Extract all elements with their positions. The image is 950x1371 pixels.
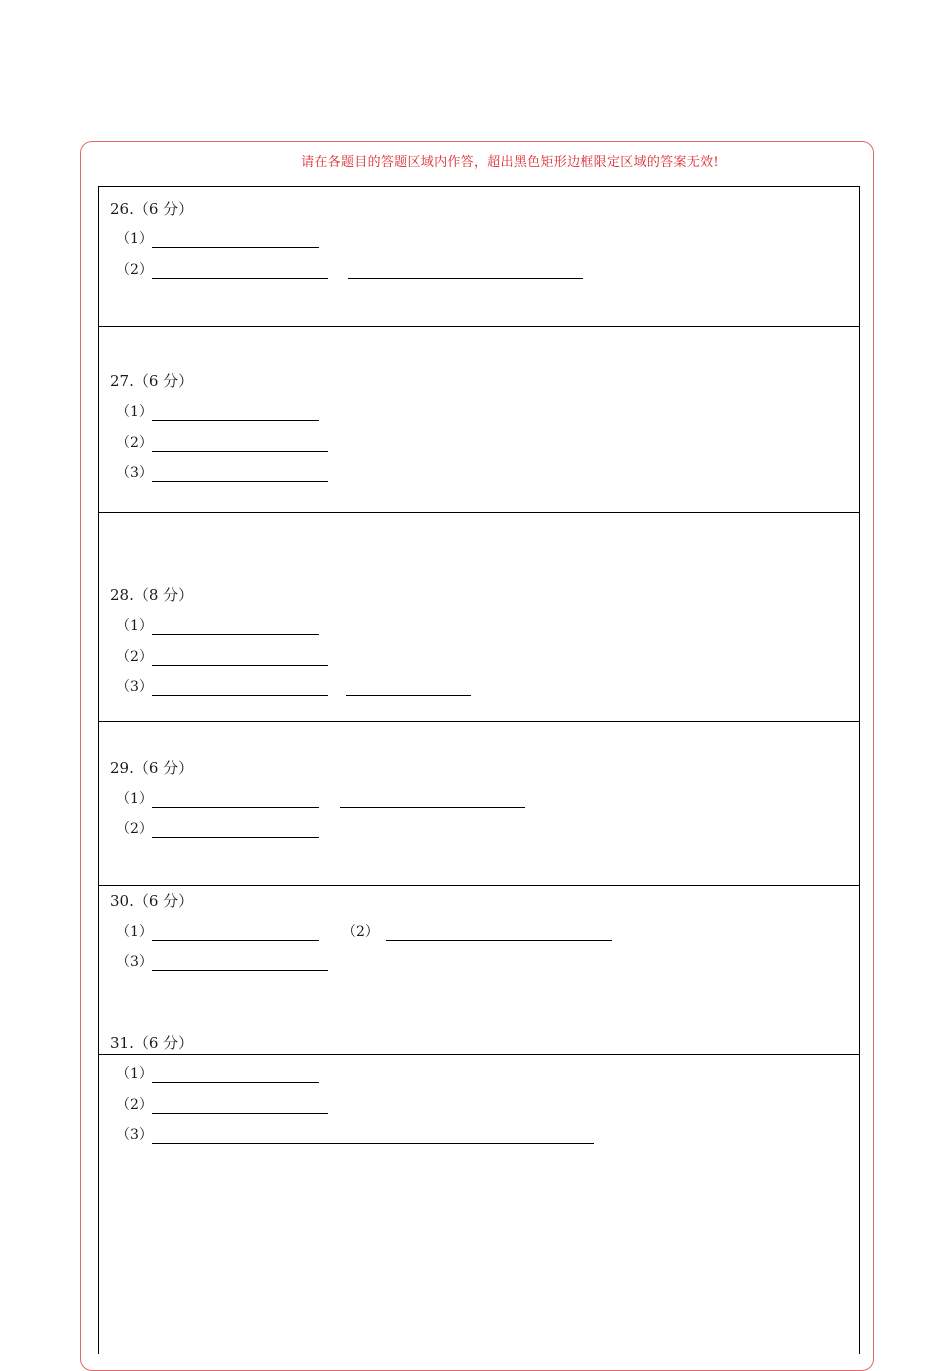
q31-label-3: （3）	[116, 1127, 153, 1143]
q29-blank-2[interactable]	[152, 820, 319, 838]
q27-label-3: （3）	[116, 465, 153, 481]
answer-area-notice: 请在各题目的答题区域内作答，超出黑色矩形边框限定区域的答案无效!	[301, 155, 719, 170]
q31-blank-2[interactable]	[152, 1096, 328, 1114]
q30-blank-3[interactable]	[152, 953, 328, 971]
q27-blank-1[interactable]	[152, 403, 319, 421]
q28-blank-3b[interactable]	[346, 678, 471, 696]
question-28-title: 28.（8 分）	[110, 586, 194, 604]
q27-label-2: （2）	[116, 435, 153, 451]
q30-label-3: （3）	[116, 954, 153, 970]
q30-label-1: （1）	[116, 924, 153, 940]
q29-blank-1b[interactable]	[340, 790, 525, 808]
q28-label-1: （1）	[116, 618, 153, 634]
question-30-title: 30.（6 分）	[110, 892, 194, 910]
q31-label-2: （2）	[116, 1097, 153, 1113]
q28-label-2: （2）	[116, 649, 153, 665]
q26-label-1: （1）	[116, 231, 153, 247]
q26-label-2: （2）	[116, 262, 153, 278]
q27-label-1: （1）	[116, 404, 153, 420]
q29-label-2: （2）	[116, 821, 153, 837]
question-29-title: 29.（6 分）	[110, 759, 194, 777]
q30-blank-1[interactable]	[152, 923, 319, 941]
q31-label-1: （1）	[116, 1066, 153, 1082]
q28-label-3: （3）	[116, 679, 153, 695]
question-31-title: 31.（6 分）	[110, 1034, 194, 1052]
q28-blank-2[interactable]	[152, 648, 328, 666]
question-26-title: 26.（6 分）	[110, 200, 194, 218]
q31-blank-1[interactable]	[152, 1065, 319, 1083]
q28-blank-3a[interactable]	[152, 678, 328, 696]
q27-blank-2[interactable]	[152, 434, 328, 452]
q30-label-2: （2）	[342, 924, 379, 940]
question-27-title: 27.（6 分）	[110, 372, 194, 390]
q26-blank-2a[interactable]	[152, 261, 328, 279]
q30-blank-2[interactable]	[386, 923, 612, 941]
q26-blank-1[interactable]	[152, 230, 319, 248]
q27-blank-3[interactable]	[152, 464, 328, 482]
answer-box-26	[98, 186, 860, 327]
q26-blank-2b[interactable]	[348, 261, 583, 279]
q29-blank-1a[interactable]	[152, 790, 319, 808]
q28-blank-1[interactable]	[152, 617, 319, 635]
q29-label-1: （1）	[116, 791, 153, 807]
q31-blank-3[interactable]	[152, 1126, 594, 1144]
